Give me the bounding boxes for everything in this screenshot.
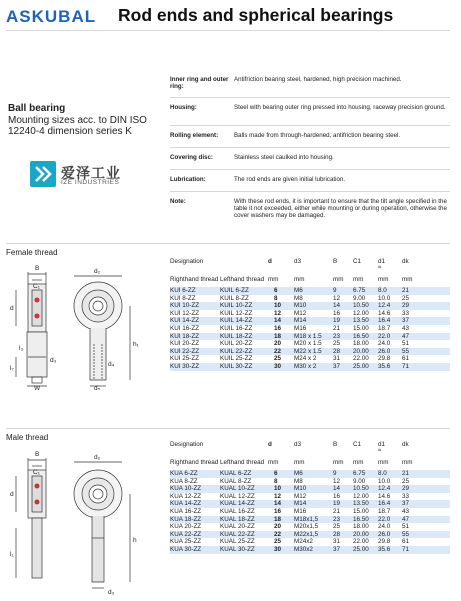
table-cell: dk (402, 441, 409, 448)
table-cell: 23 (333, 515, 341, 523)
table-cell: KUAL 25-ZZ (220, 538, 255, 546)
table-cell: M8 (294, 477, 303, 485)
spec-label: Covering disc: (170, 154, 213, 161)
askubal-logo: ASKUBAL (6, 7, 97, 26)
table-cell: 19 (333, 500, 341, 508)
dim-label-d2: d₂ (94, 454, 101, 461)
table-cell: 6 (274, 470, 278, 477)
dim-label-w: W (34, 385, 41, 390)
table-cell: 10.0 (378, 477, 391, 485)
table-cell: 10.0 (378, 294, 391, 302)
dim-label-l7: l₇ (10, 365, 14, 372)
ize-industries-logo (30, 161, 150, 191)
table-cell: M22x1,5 (294, 530, 319, 538)
table-cell: 22.00 (353, 538, 369, 546)
spec-value: Balls made from through-hardened, antifriction bearing steel. (234, 132, 401, 139)
table-cell: 25 (402, 477, 410, 485)
table-cell: mm (353, 276, 364, 283)
table-cell: KUAL 8-ZZ (220, 477, 252, 485)
table-cell: 8.0 (378, 287, 387, 294)
table-cell: M18 x 1.5 (294, 332, 322, 340)
table-cell: M10 (294, 302, 307, 310)
table-cell: M6 (294, 470, 303, 477)
table-cell: mm (378, 276, 389, 283)
table-row (170, 523, 450, 531)
table-cell: 28 (333, 347, 341, 355)
table-cell: KUAL 10-ZZ (220, 485, 255, 493)
table-cell: C1 (353, 441, 362, 448)
table-cell: 29.8 (378, 538, 391, 546)
table-cell: 12.00 (353, 309, 369, 317)
table-cell: KUAL 14-ZZ (220, 500, 255, 508)
table-approx-note-row (170, 264, 450, 272)
table-cell: 10 (274, 302, 282, 310)
table-cell: mm (402, 276, 413, 283)
table-cell: 14.6 (378, 309, 391, 317)
table-cell: KUA 6-ZZ (170, 470, 198, 477)
table-cell: 16 (274, 325, 282, 332)
table-cell: 20.00 (353, 530, 369, 538)
dim-label-d: d (10, 491, 14, 498)
table-cell: KUA 25-ZZ (170, 538, 202, 546)
table-cell: 13.50 (353, 317, 369, 325)
table-cell: mm (294, 276, 305, 283)
table-cell: KUI 8-ZZ (170, 294, 196, 302)
table-cell: 22.00 (353, 355, 369, 363)
table-cell: KUA 16-ZZ (170, 508, 202, 515)
table-cell: mm (333, 459, 344, 466)
table-row (170, 508, 450, 516)
table-cell: M12 (294, 309, 307, 317)
table-cell: 71 (402, 546, 410, 553)
dim-label-d: d (10, 305, 14, 312)
table-cell: 23 (333, 332, 341, 340)
dim-label-d2: d₂ (94, 268, 101, 275)
table-cell: 14.6 (378, 492, 391, 500)
table-cell: 29 (402, 302, 410, 310)
table-cell: d3 (294, 258, 302, 265)
spec-label: Note: (170, 198, 186, 205)
table-cell: 16 (274, 508, 282, 515)
table-cell: 6 (274, 287, 278, 294)
table-cell: 18.7 (378, 508, 391, 515)
table-cell: KUI 30-ZZ (170, 363, 200, 370)
female-thread-title: Female thread (6, 248, 58, 257)
table-cell: 18.00 (353, 523, 369, 531)
table-cell: KUI 16-ZZ (170, 325, 200, 332)
table-cell: KUAL 22-ZZ (220, 530, 255, 538)
header-divider (6, 30, 450, 31)
table-cell: 47 (402, 332, 410, 340)
table-cell: B (333, 441, 338, 448)
table-row (170, 493, 450, 501)
dim-label-l1: l₁ (10, 551, 14, 558)
table-cell: 43 (402, 325, 410, 332)
table-cell: 15.00 (353, 325, 369, 332)
table-cell: 55 (402, 347, 410, 355)
table-cell: KUA 18-ZZ (170, 515, 202, 523)
table-cell: KUIL 25-ZZ (220, 355, 253, 363)
table-cell: 8 (274, 477, 278, 485)
table-cell: 21 (333, 508, 341, 515)
table-cell: KUIL 8-ZZ (220, 294, 249, 302)
spec-value: The rod ends are given initial lubrication. (234, 176, 346, 183)
table-cell: 26.0 (378, 347, 391, 355)
dim-label-d5: d₅ (94, 385, 101, 390)
table-cell: 71 (402, 363, 410, 370)
section-heading: Ball bearing (8, 103, 66, 114)
table-row (170, 295, 450, 303)
spec-divider (170, 169, 450, 170)
table-cell: B (333, 258, 338, 265)
table-cell: 16.50 (353, 332, 369, 340)
table-cell: 14 (274, 500, 282, 508)
table-cell: d1 (378, 258, 386, 265)
table-cell: M16 (294, 508, 307, 515)
table-cell: 12 (333, 477, 341, 485)
spec-label: Rolling element: (170, 132, 219, 139)
table-cell: 30 (274, 546, 282, 553)
spec-divider (170, 191, 450, 192)
dim-label-h: h (133, 537, 137, 544)
table-cell: 12 (333, 294, 341, 302)
male-thread-diagram (6, 448, 166, 598)
table-cell: M30 x 2 (294, 363, 317, 370)
dim-label-c1: C₁ (33, 469, 40, 476)
table-cell: M6 (294, 287, 303, 294)
table-cell: 10.50 (353, 485, 369, 493)
table-cell: KUI 25-ZZ (170, 355, 200, 363)
table-cell: M10 (294, 485, 307, 493)
table-row (170, 516, 450, 524)
table-cell: KUA 20-ZZ (170, 523, 202, 531)
table-cell: 22 (274, 530, 282, 538)
table-cell: 31 (333, 538, 341, 546)
table-cell: mm (353, 459, 364, 466)
table-cell: 21 (402, 470, 410, 477)
table-row (170, 317, 450, 325)
table-cell: 12.4 (378, 485, 391, 493)
table-cell: 20.00 (353, 347, 369, 355)
table-row (170, 302, 450, 310)
table-cell: 25 (333, 340, 341, 348)
table-cell: M16 (294, 325, 307, 332)
section-divider (6, 428, 450, 429)
table-cell: 12.00 (353, 492, 369, 500)
table-cell: KUIL 20-ZZ (220, 340, 253, 348)
table-cell: 21 (333, 325, 341, 332)
table-cell: 6.75 (353, 287, 366, 294)
table-cell: Lefthand thread (220, 459, 265, 466)
table-cell: 61 (402, 355, 410, 363)
table-cell: d (268, 258, 272, 265)
dim-label-d3: d₃ (50, 357, 57, 364)
table-cell: 9.00 (353, 477, 366, 485)
table-cell: 9 (333, 287, 337, 294)
table-cell: 16.4 (378, 500, 391, 508)
table-cell: KUI 10-ZZ (170, 302, 200, 310)
table-cell: 37 (402, 317, 410, 325)
table-cell: KUA 8-ZZ (170, 477, 198, 485)
table-cell: 61 (402, 538, 410, 546)
table-cell: 37 (402, 500, 410, 508)
dim-label-b: B (35, 265, 40, 272)
table-cell: 29 (402, 485, 410, 493)
table-cell: KUA 22-ZZ (170, 530, 202, 538)
dim-label-d4: d₄ (108, 361, 115, 368)
table-cell: KUI 12-ZZ (170, 309, 200, 317)
table-units-row (170, 459, 450, 467)
table-cell: KUIL 14-ZZ (220, 317, 253, 325)
table-cell: 9.00 (353, 294, 366, 302)
table-cell: 26.0 (378, 530, 391, 538)
table-cell: KUAL 30-ZZ (220, 546, 255, 553)
table-row (170, 363, 450, 371)
table-cell: 37 (333, 363, 341, 370)
table-cell: 12 (274, 492, 282, 500)
table-cell: mm (378, 459, 389, 466)
spec-label: Inner ring and outer ring: (170, 76, 229, 91)
table-cell: mm (402, 459, 413, 466)
dim-label-l3: l₃ (19, 345, 24, 352)
dim-label-d3: d₃ (108, 589, 115, 596)
table-cell: 35.6 (378, 363, 391, 370)
table-row (170, 546, 450, 554)
table-cell: 18.7 (378, 325, 391, 332)
dim-label-b: B (35, 451, 40, 458)
table-approx-note-row (170, 447, 450, 455)
table-cell: mm (268, 276, 279, 283)
table-cell: 20 (274, 523, 282, 531)
table-cell: KUIL 22-ZZ (220, 347, 253, 355)
table-row (170, 478, 450, 486)
table-cell: 18 (274, 515, 282, 523)
table-cell: 16 (333, 309, 341, 317)
table-row (170, 325, 450, 333)
table-cell: KUAL 16-ZZ (220, 508, 255, 515)
table-cell: 25 (274, 355, 282, 363)
table-cell: 47 (402, 515, 410, 523)
table-cell: KUA 30-ZZ (170, 546, 202, 553)
table-cell: M20 x 1.5 (294, 340, 322, 348)
table-cell: 22.0 (378, 515, 391, 523)
table-cell: 51 (402, 523, 410, 531)
table-cell: 33 (402, 309, 410, 317)
table-row (170, 340, 450, 348)
table-cell: Righthand thread (170, 276, 219, 283)
table-cell: KUI 18-ZZ (170, 332, 200, 340)
table-cell: 12 (274, 309, 282, 317)
table-cell: 21 (402, 287, 410, 294)
table-cell: KUAL 20-ZZ (220, 523, 255, 531)
table-cell: KUIL 18-ZZ (220, 332, 253, 340)
table-cell: KUI 22-ZZ (170, 347, 200, 355)
brand-name-cn: 爱泽工业 (61, 165, 121, 181)
table-cell: d1 (378, 441, 386, 448)
table-cell: KUAL 18-ZZ (220, 515, 255, 523)
table-cell: Righthand thread (170, 459, 219, 466)
table-cell: dk (402, 258, 409, 265)
table-cell: 9 (333, 470, 337, 477)
table-cell: KUA 14-ZZ (170, 500, 202, 508)
table-cell: M8 (294, 294, 303, 302)
spec-value: With these rod ends, it is important to ensure that the tilt angle specified in the table it not exceeded, either while mounting or during operation, otherwise the cover washers may be damaged. (234, 198, 447, 220)
table-row (170, 287, 450, 295)
table-cell: M14 (294, 500, 307, 508)
table-cell: 22.0 (378, 332, 391, 340)
page-header (0, 0, 461, 28)
table-cell: d3 (294, 441, 302, 448)
table-cell: 24.0 (378, 523, 391, 531)
table-cell: KUI 20-ZZ (170, 340, 200, 348)
spec-label: Lubrication: (170, 176, 206, 183)
table-cell: 14 (333, 302, 341, 310)
table-cell: Designation (170, 258, 204, 265)
table-cell: KUA 12-ZZ (170, 492, 202, 500)
table-cell: M18x1,5 (294, 515, 319, 523)
dim-label-c1: C₁ (33, 283, 40, 290)
spec-value: Antifriction bearing steel, hardened, high precision machined. (234, 76, 402, 83)
table-cell: KUIL 10-ZZ (220, 302, 253, 310)
table-cell: M14 (294, 317, 307, 325)
table-row (170, 531, 450, 539)
table-cell: mm (333, 276, 344, 283)
table-cell: KUA 10-ZZ (170, 485, 202, 493)
spec-divider (170, 125, 450, 126)
dim-label-h1: h₁ (133, 341, 139, 348)
spec-value: Steel with bearing outer ring pressed into housing, raceway precision ground. (234, 104, 446, 111)
page-title: Rod ends and spherical bearings (118, 5, 394, 25)
table-cell: 10 (274, 485, 282, 493)
table-cell: 25 (333, 523, 341, 531)
table-units-row (170, 276, 450, 284)
table-cell: 24.0 (378, 340, 391, 348)
table-cell: M24x2 (294, 538, 313, 546)
table-cell: 37 (333, 546, 341, 553)
table-cell: 25 (274, 538, 282, 546)
section-divider (6, 243, 450, 244)
table-cell: 20 (274, 340, 282, 348)
brand-name-en: IZE INDUSTRIES (61, 179, 120, 186)
table-cell: 28 (333, 530, 341, 538)
table-row (170, 355, 450, 363)
spec-divider (170, 147, 450, 148)
table-cell: Lefthand thread (220, 276, 265, 283)
table-cell: 35.6 (378, 546, 391, 553)
table-cell: KUI 14-ZZ (170, 317, 200, 325)
table-cell: KUAL 12-ZZ (220, 492, 255, 500)
table-row (170, 500, 450, 508)
table-cell: 16.50 (353, 515, 369, 523)
table-cell: 14 (333, 485, 341, 493)
table-cell: ≈ (378, 264, 382, 271)
table-cell: KUIL 30-ZZ (220, 363, 253, 370)
table-cell: Designation (170, 441, 204, 448)
spec-label: Housing: (170, 104, 197, 111)
table-cell: 19 (333, 317, 341, 325)
table-cell: 15.00 (353, 508, 369, 515)
table-row (170, 470, 450, 478)
table-row (170, 485, 450, 493)
table-cell: 25.00 (353, 363, 369, 370)
table-cell: 29.8 (378, 355, 391, 363)
table-cell: 16.4 (378, 317, 391, 325)
table-row (170, 348, 450, 356)
table-cell: KUI 6-ZZ (170, 287, 196, 294)
table-row (170, 538, 450, 546)
table-cell: KUIL 16-ZZ (220, 325, 253, 332)
female-thread-diagram (6, 262, 166, 390)
table-cell: mm (294, 459, 305, 466)
table-cell: M12 (294, 492, 307, 500)
table-cell: 14 (274, 317, 282, 325)
table-row (170, 333, 450, 341)
table-cell: 18 (274, 332, 282, 340)
table-cell: ≈ (378, 447, 382, 454)
table-cell: 13.50 (353, 500, 369, 508)
table-cell: 33 (402, 492, 410, 500)
table-cell: M24 x 2 (294, 355, 317, 363)
table-cell: KUIL 12-ZZ (220, 309, 253, 317)
ize-mark-icon (30, 161, 56, 187)
table-cell: M20x1,5 (294, 523, 319, 531)
table-cell: M22 x 1.5 (294, 347, 322, 355)
table-row (170, 310, 450, 318)
table-cell: 16 (333, 492, 341, 500)
table-cell: 25.00 (353, 546, 369, 553)
spec-divider (170, 97, 450, 98)
table-cell: 8 (274, 294, 278, 302)
male-thread-title: Male thread (6, 433, 49, 442)
table-cell: C1 (353, 258, 362, 265)
table-cell: 6.75 (353, 470, 366, 477)
table-cell: 25 (402, 294, 410, 302)
table-cell: d (268, 441, 272, 448)
table-cell: 22 (274, 347, 282, 355)
table-cell: 43 (402, 508, 410, 515)
table-cell: 8.0 (378, 470, 387, 477)
table-cell: 31 (333, 355, 341, 363)
table-cell: M30x2 (294, 546, 313, 553)
table-cell: 51 (402, 340, 410, 348)
table-cell: 30 (274, 363, 282, 370)
table-cell: KUIL 6-ZZ (220, 287, 249, 294)
table-cell: mm (268, 459, 279, 466)
table-cell: 10.50 (353, 302, 369, 310)
section-subheading: Mounting sizes acc. to DIN ISO 12240-4 dimension series K (8, 115, 147, 137)
table-cell: 12.4 (378, 302, 391, 310)
table-cell: 55 (402, 530, 410, 538)
table-cell: KUAL 6-ZZ (220, 470, 252, 477)
table-cell: 18.00 (353, 340, 369, 348)
spec-value: Stainless steel caulked into housing. (234, 154, 334, 161)
